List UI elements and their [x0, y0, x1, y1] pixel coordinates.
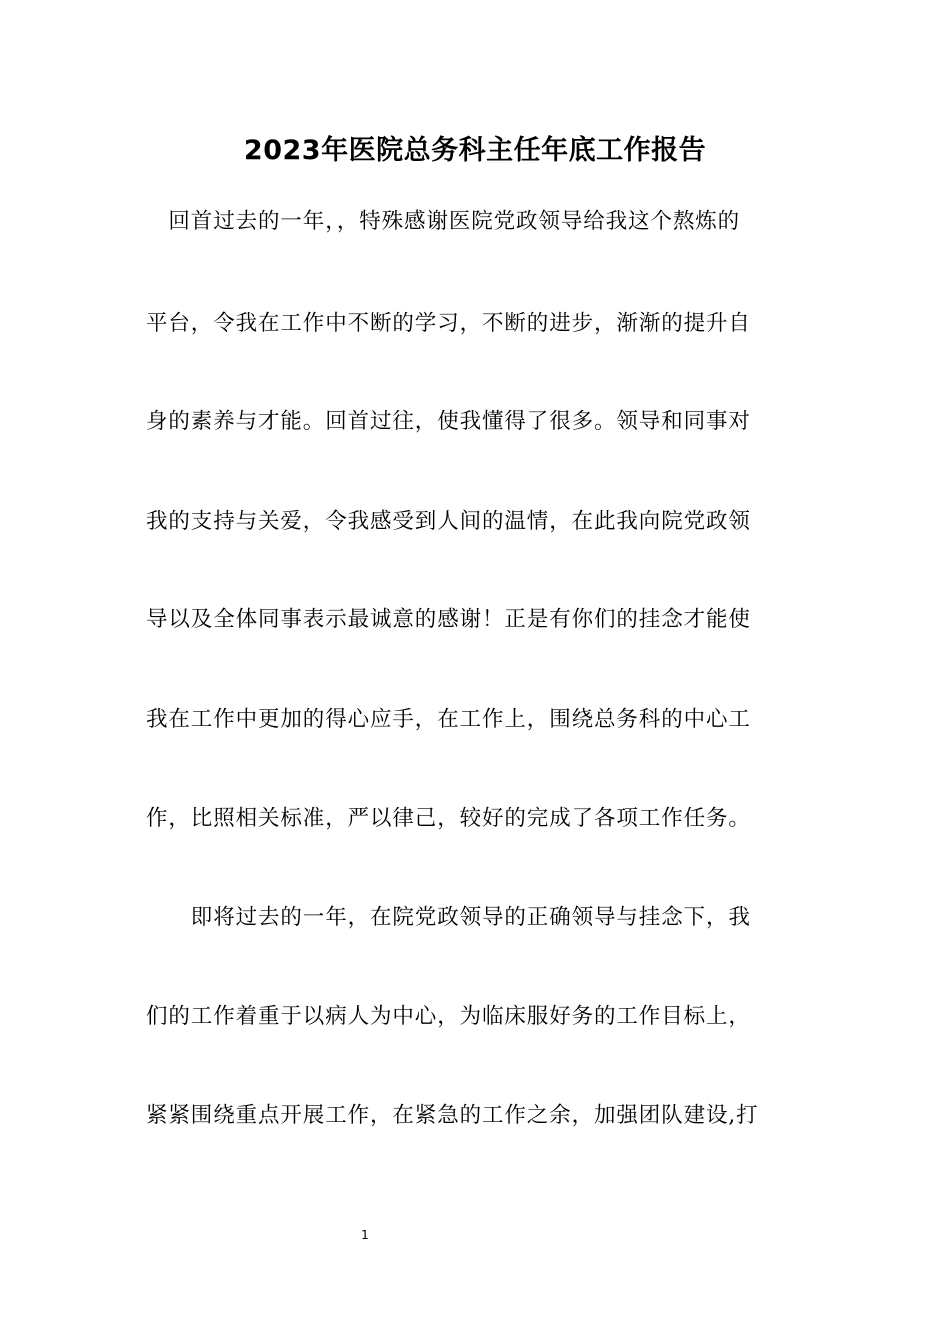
paragraph-line: 导以及全体同事表示最诚意的感谢！正是有你们的挂念才能使	[146, 607, 751, 632]
paragraph-line: 即将过去的一年，在院党政领导的正确领导与挂念下，我	[146, 905, 751, 930]
paragraph-line: 作，比照相关标准，严以律己，较好的完成了各项工作任务。	[146, 806, 751, 831]
paragraph-line: 我的支持与关爱，令我感受到人间的温情，在此我向院党政领	[146, 509, 751, 534]
paragraph-line: 身的素养与才能。回首过往，使我懂得了很多。领导和同事对	[146, 409, 751, 434]
document-title: 2023年医院总务科主任年底工作报告	[243, 135, 707, 166]
paragraph-line: 回首过去的一年，，特殊感谢医院党政领导给我这个熬炼的	[146, 209, 741, 234]
paragraph-line: 我在工作中更加的得心应手，在工作上，围绕总务科的中心工	[146, 707, 751, 732]
paragraph-line: 们的工作着重于以病人为中心，为临床服好务的工作目标上，	[146, 1004, 751, 1029]
page-number: 1	[361, 1228, 369, 1242]
paragraph-line: 平台，令我在工作中不断的学习，不断的进步，渐渐的提升自	[146, 311, 751, 336]
paragraph-line: 紧紧围绕重点开展工作，在紧急的工作之余，加强团队建设,打	[146, 1103, 759, 1128]
